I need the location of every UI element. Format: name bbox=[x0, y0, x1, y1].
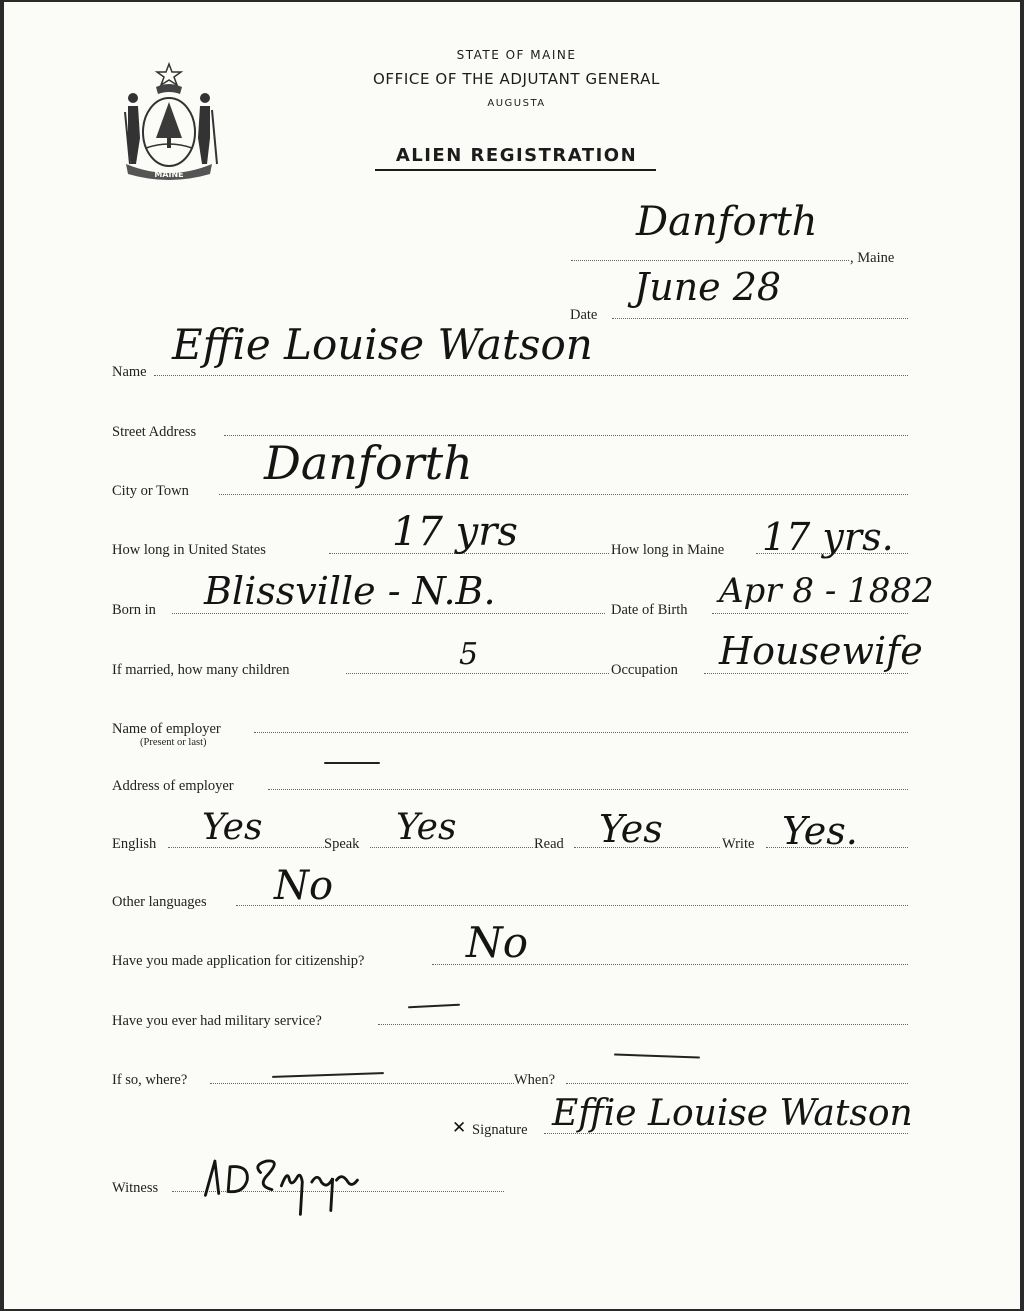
employer-address-line bbox=[268, 789, 908, 790]
other-languages-line bbox=[236, 905, 908, 906]
employer-sublabel: (Present or last) bbox=[140, 737, 207, 748]
where-dash bbox=[272, 1072, 384, 1078]
form-title: ALIEN REGISTRATION bbox=[395, 145, 638, 166]
years-maine-value: 17 yrs. bbox=[762, 515, 894, 559]
born-in-value: Blissville - N.B. bbox=[204, 569, 496, 613]
city-value: Danforth bbox=[264, 436, 473, 490]
header-office: OFFICE OF THE ADJUTANT GENERAL bbox=[373, 70, 660, 88]
city-label: City or Town bbox=[112, 483, 189, 499]
city-line bbox=[219, 494, 908, 495]
town-suffix-label: , Maine bbox=[850, 250, 895, 266]
title-underline bbox=[375, 169, 656, 171]
name-line bbox=[154, 375, 908, 376]
svg-text:MAINE: MAINE bbox=[154, 170, 184, 179]
how-long-maine-label: How long in Maine bbox=[611, 542, 725, 558]
when-line bbox=[566, 1083, 908, 1084]
employer-line bbox=[254, 732, 908, 733]
signature-label: Signature bbox=[472, 1122, 528, 1138]
read-label: Read bbox=[534, 836, 564, 852]
occupation-value: Housewife bbox=[719, 629, 923, 673]
dob-value: Apr 8 - 1882 bbox=[719, 571, 934, 611]
witness-signature bbox=[194, 1140, 384, 1224]
employer-dash bbox=[324, 762, 380, 764]
name-label: Name bbox=[112, 364, 147, 380]
when-label: When? bbox=[514, 1072, 556, 1088]
read-value: Yes bbox=[599, 807, 663, 851]
citizenship-label: Have you made application for citizenship? bbox=[112, 953, 365, 969]
header-state: STATE OF MAINE bbox=[456, 48, 577, 62]
signature-value: Effie Louise Watson bbox=[552, 1093, 913, 1134]
town-value: Danforth bbox=[636, 199, 818, 245]
name-value: Effie Louise Watson bbox=[172, 320, 593, 369]
maine-state-seal bbox=[116, 60, 222, 186]
date-line bbox=[612, 318, 908, 319]
years-us-value: 17 yrs bbox=[392, 509, 518, 555]
children-value: 5 bbox=[459, 637, 479, 672]
registration-form bbox=[4, 2, 1020, 1309]
where-label: If so, where? bbox=[112, 1072, 188, 1088]
employer-address-label: Address of employer bbox=[112, 778, 234, 794]
military-dash bbox=[408, 1004, 460, 1009]
military-line bbox=[378, 1024, 908, 1025]
married-children-line bbox=[346, 673, 609, 674]
english-label: English bbox=[112, 836, 157, 852]
employer-label: Name of employer bbox=[112, 721, 221, 737]
military-label: Have you ever had military service? bbox=[112, 1013, 322, 1029]
signature-x-mark: ✕ bbox=[452, 1118, 467, 1138]
date-value: June 28 bbox=[634, 265, 782, 309]
street-label: Street Address bbox=[112, 424, 197, 440]
speak-label: Speak bbox=[324, 836, 360, 852]
where-line bbox=[210, 1083, 514, 1084]
citizenship-value: No bbox=[466, 918, 529, 967]
other-languages-value: No bbox=[274, 863, 334, 909]
speak-value: Yes bbox=[396, 807, 457, 848]
town-line bbox=[571, 260, 849, 261]
header-city: AUGUSTA bbox=[487, 98, 546, 109]
other-languages-label: Other languages bbox=[112, 894, 207, 910]
occupation-label: Occupation bbox=[611, 662, 678, 678]
dob-line bbox=[712, 613, 908, 614]
born-in-label: Born in bbox=[112, 602, 156, 618]
how-long-us-label: How long in United States bbox=[112, 542, 266, 558]
dob-label: Date of Birth bbox=[611, 602, 688, 618]
occupation-line bbox=[704, 673, 908, 674]
born-in-line bbox=[172, 613, 605, 614]
write-label: Write bbox=[722, 836, 755, 852]
witness-label: Witness bbox=[112, 1180, 159, 1196]
date-label: Date bbox=[570, 307, 598, 323]
write-value: Yes. bbox=[782, 809, 858, 853]
when-dash bbox=[614, 1053, 700, 1058]
english-value: Yes bbox=[202, 807, 263, 848]
married-children-label: If married, how many children bbox=[112, 662, 290, 678]
